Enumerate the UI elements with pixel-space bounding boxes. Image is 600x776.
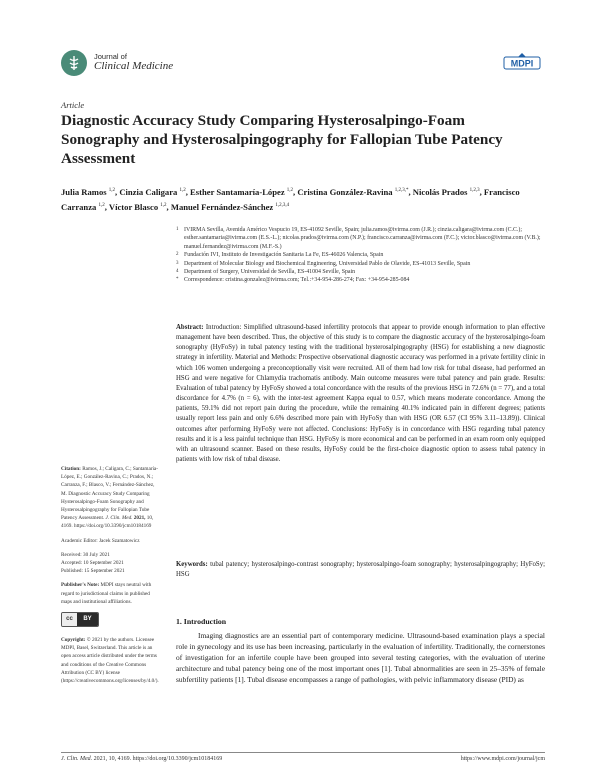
cc-by-license-icon[interactable]: cc BY [61, 612, 99, 627]
author[interactable]: Julia Ramos $^{1,2}$ [61, 186, 116, 197]
affiliation: 3 Department of Molecular Biology and Biochemical Engineering, Universidad Pablo de Olavide, ES-41013 Seville, Spain [176, 260, 471, 267]
author[interactable]: Víctor Blasco $^{1,2}$ [108, 201, 167, 212]
citation-doi-link[interactable]: https://doi.org/10.3390/jcm10184169 [73, 523, 152, 530]
author-list: Julia Ramos $^{1,2}$, Cinzia Caligara $^{1,2}$, Esther Santamaría-López $^{1,2}$, Cristina González-Ravina $^{1,2,3,*}$, Nicolás Prados $^{1,2,3}$, Francisco Carranza $^{1,2}$, Víctor Blasco $^{1,2}$, Manuel Fernández-Sánchez $^{1,2,3,4}$ [61, 186, 520, 212]
footer-citation: J. Clin. Med. 2021, 10, 4169. https://doi.org/10.3390/jcm10184169 [61, 756, 223, 762]
academic-editor: Academic Editor: Jacek Szamatowicz [61, 537, 140, 544]
sidebar [61, 465, 161, 691]
abstract: Abstract: Introduction: Simplified ultrasound-based infertility protocols that appear to provide enough information to plan effective management have been described. Thus, the objective of this study is to compare the diagnostic accuracy of the hysterosalpingo-foam sonography (HyFoSy) in tubal patency testing with the traditional hysterosalpingography (HSG) for establishing a new diagnostic strategy in infertility. Material and Methods: Prospective observational diagnostic accuracy was performed in a private fertility clinic in which 106 women undergoing a preconceptionally visit were recruited. All of them had low risk for tubal disease, had performed an HSG and were negative for Chlamydia trachomatis antibody. Main outcome measures were tubal patency and pain grade. Results: Evaluation of tubal patency by HyFoSy showed a total concordance with the results of the previous HSG in 72.6% (n = 77), and a total discordance for 4.7% (n = 6), with the inter-test agreement Kappa equal to 0.57, which means moderate concordance. Among the patients, 59.1% did not report pain during the procedure, while the remaining 40.1% indicated pain in different degrees; patients usually report less pain and only 6.6% described more pain with HyFoSy than with HSG (OR 6.57 (CI 95% 3.11–13.89)). Clinical outcomes after performing HyFoSy were not affected. Conclusions: HyFoSy is in concordance with HSG regarding tubal patency results and it is a less painful technique than HSG. HyFoSy is more economical and can be performed in an exam room only equipped with an ultrasound scanner. Based on these results, HyFoSy could be the first-choice diagnostic option to assess tubal patency in patients with low risk of tubal disease. [176, 324, 545, 464]
mdpi-logo [502, 53, 542, 71]
affiliation: 1 IVIRMA Sevilla, Avenida Américo Vespucio 19, ES-41092 Seville, Spain; julia.ramos@ivirma.com (J.R.); cinzia.caligara@ivirma.com (C.C.); esther.santamaria@ivirma.com (E.S.-L.); nicolas.prados@ivirma.com (N.P.); francisco.carranza@ivirma.com (F.C.); victor.blasco@ivirma.com (V.B.); manuel.fernandez@ivirma.com (M.F.-S.) [176, 227, 541, 250]
author[interactable]: Cinzia Caligara $^{1,2}$ [119, 186, 186, 197]
journal-logo [61, 47, 211, 79]
affiliations [176, 226, 546, 285]
affiliation: * Correspondence: cristina.gonzalez@ivirma.com; Tel.:+34-954-286-274; Fax: +34-954-285-084 [176, 277, 410, 284]
abstract-text: Introduction: Simplified ultrasound-based infertility protocols that appear to provide enough information to plan effective management have been described. Thus, the objective of this study is to compare the diagnostic accuracy of the hysterosalpingo-foam sonography (HyFoSy) in tubal patency testing with the traditional hysterosalpingography (HSG) for establishing a new diagnostic strategy in infertility. Material and Methods: Prospective observational diagnostic accuracy was performed in a private fertility clinic in which 106 women undergoing a preconceptionally visit were recruited. All of them had low risk for tubal disease, had performed an HSG and were negative for Chlamydia trachomatis antibody. Main outcome measures were tubal patency and pain grade. Results: Evaluation of tubal patency by HyFoSy showed a total concordance with the results of the previous HSG in 72.6% (n = 77), and a total discordance for 4.7% (n = 6), with the inter-test agreement Kappa equal to 0.57, which means moderate concordance. Among the patients, 59.1% did not report pain during the procedure, while the remaining 40.1% indicated pain in different degrees; patients usually report less pain and only 6.6% described more pain with HyFoSy than with HSG (OR 6.57 (CI 95% 3.11–13.89)). Clinical outcomes after performing HyFoSy were not affected. Conclusions: HyFoSy is in concordance with HSG regarding tubal patency results and it is a less painful technique than HSG. HyFoSy is more economical and can be performed in an exam room only equipped with an ultrasound scanner. Based on these results, HyFoSy could be the first-choice diagnostic option to assess tubal patency in patients with low risk of tubal disease. [176, 324, 545, 464]
paper-title: Diagnostic Accuracy Study Comparing Hysterosalpingo-Foam Sonography and Hysterosalpingography for Fallopian Tube Patency Assessment [61, 112, 503, 167]
journal-emblem-icon [61, 50, 87, 76]
mdpi-badge-icon [502, 53, 542, 71]
dates-block [61, 551, 161, 576]
section-heading: 1. Introduction [176, 617, 227, 626]
author[interactable]: Esther Santamaría-López $^{1,2}$ [190, 186, 294, 197]
keywords-text: tubal patency; hysterosalpingo-contrast sonography; hysterosalpingo-foam sonography; hysterosalpingography; HyFoSy; HSG [176, 561, 545, 579]
mdpi-text: MDPI [510, 58, 534, 69]
intro-paragraph: Imaging diagnostics are an essential part of contemporary medicine. Ultrasound-based examination plays a special role in gynecology and its use has been increasing, particularly in the evaluation of infertility. Traditionally, the cornerstones of investigation for an infertile couple have been grouped into several testing categories, with the evaluation of uterine architecture and tubal patency being one of the most important ones [1]. Tubal abnormalities are seen in 25–35% of female subfertility patients [1]. Tubal disease encompasses a range of pathologies, with pelvic inflammatory disease (PID) as [176, 631, 545, 684]
article-type: Article [61, 100, 85, 110]
author[interactable]: Francisco Carranza $^{1,2}$ [61, 186, 520, 212]
journal-name-line2: Clinical Medicine [94, 60, 174, 73]
journal-name-line1: Journal of [94, 52, 127, 62]
citation-block: Citation: Ramos, J.; Caligara, C.; Santamaría-López, E.; González-Ravina, C.; Prados, N.; Carranza, F.; Blasco, V.; Fernández-Sánchez, M. Diagnostic Accuracy Study Comparing Hysterosalpingo-Foam Sonography and Hysterosalpingography for Fallopian Tube Patency Assessment. J. Clin. Med. 2021, 10, 4169. https://doi.org/10.3390/jcm10184169 [61, 466, 158, 530]
author[interactable]: Nicolás Prados $^{1,2,3}$ [412, 186, 480, 197]
published-date: Published: 15 September 2021 [61, 568, 125, 575]
author[interactable]: Cristina González-Ravina $^{1,2,3,*}$ [297, 186, 409, 197]
footer-divider [61, 752, 545, 753]
keywords: Keywords: tubal patency; hysterosalpingo-contrast sonography; hysterosalpingo-foam sonography; hysterosalpingography; HyFoSy; HSG [176, 561, 545, 579]
publisher-note: Publisher's Note: MDPI stays neutral with regard to jurisdictional claims in published maps and institutional affiliations. [61, 582, 152, 605]
affiliation: 2 Fundación IVI, Instituto de Investigación Sanitaria La Fe, ES-46026 Valencia, Spain [176, 252, 384, 259]
author[interactable]: Manuel Fernández-Sánchez $^{1,2,3,4}$ [170, 201, 290, 212]
affiliation: 4 Department of Surgery, Universidad de Sevilla, ES-41004 Seville, Spain [176, 269, 356, 276]
accepted-date: Accepted: 10 September 2021 [61, 560, 124, 567]
copyright-block: Copyright: © 2021 by the authors. Licensee MDPI, Basel, Switzerland. This article is an open access article distributed under the terms and conditions of the Creative Commons Attribution (CC BY) license (https://creativecommons.org/licenses/by/4.0/). [61, 637, 159, 685]
footer-journal-url[interactable]: https://www.mdpi.com/journal/jcm [460, 756, 545, 762]
received-date: Received: 30 July 2021 [61, 551, 110, 558]
